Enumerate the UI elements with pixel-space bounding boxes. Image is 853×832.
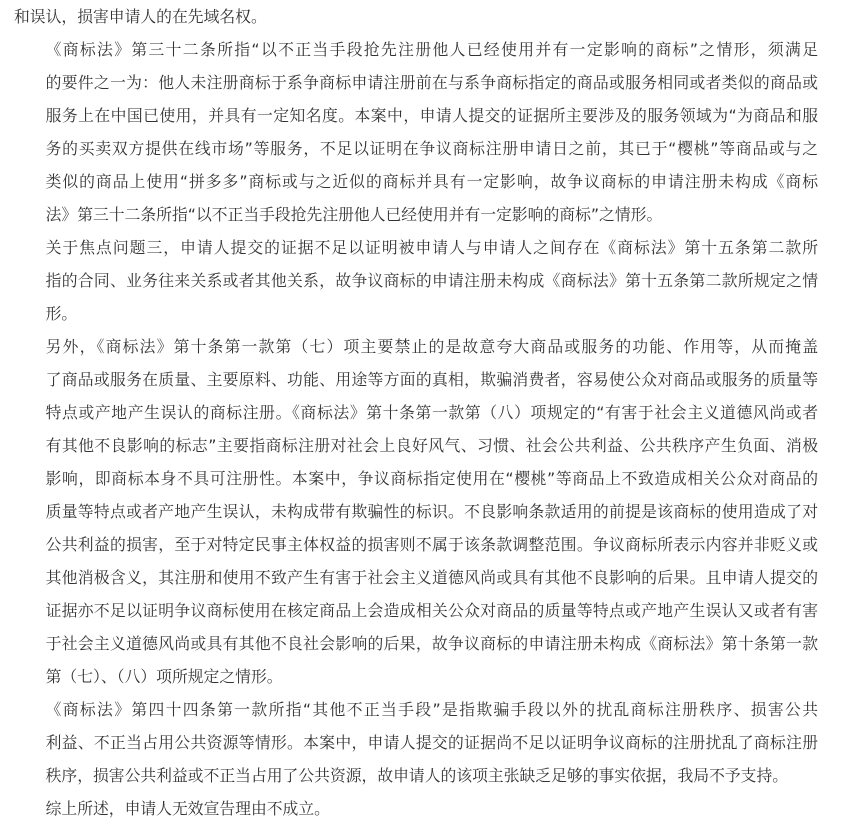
paragraph-line: 的要件之一为：他人未注册商标于系争商标申请注册前在与系争商标指定的商品或服务相同或者类似的商品或 (45, 73, 818, 92)
paragraph-line: 证据亦不足以证明争议商标使用在核定商品上会造成相关公众对商品的质量等特点或产地产生误认又或者有害 (45, 601, 818, 620)
paragraph (14, 792, 818, 825)
paragraph-line: 质量等特点或者产地产生误认，未构成带有欺骗性的标识。不良影响条款适用的前提是该商标的使用造成了对 (45, 502, 818, 521)
paragraph-line: 和误认，损害申请人的在先域名权。 (14, 7, 267, 26)
paragraph-line: 特点或产地产生误认的商标注册。《商标法》第十条第一款第（八）项规定的“有害于社会主义道德风尚或者 (45, 403, 818, 422)
paragraph-line: 务的买卖双方提供在线市场”等服务，不足以证明在争议商标注册申请日之前，其已于“樱桃”等商品或与之 (45, 139, 818, 158)
document-body (14, 0, 818, 825)
paragraph (14, 0, 818, 33)
paragraph-line: 于社会主义道德风尚或具有其他不良社会影响的后果，故争议商标的申请注册未构成《商标法》第十条第一款 (45, 634, 818, 653)
paragraph-line: 第（七）、（八）项所规定之情形。 (45, 667, 283, 686)
paragraph-line: 另外，《商标法》第十条第一款第（七）项主要禁止的是故意夸大商品或服务的功能、作用等，从而掩盖 (45, 337, 818, 356)
paragraph-line: 利益、不正当占用公共资源等情形。本案中，申请人提交的证据尚不足以证明争议商标的注册扰乱了商标注册 (45, 733, 818, 752)
paragraph-line: 法》第三十二条所指“以不正当手段抢先注册他人已经使用并有一定影响的商标”之情形。 (45, 205, 663, 224)
paragraph-line: 类似的商品上使用“拼多多”商标或与之近似的商标并具有一定影响，故争议商标的申请注册未构成《商标 (45, 172, 818, 191)
paragraph-line: 了商品或服务在质量、主要原料、功能、用途等方面的真相，欺骗消费者，容易使公众对商品或服务的质量等 (45, 370, 818, 389)
paragraph (14, 231, 818, 330)
paragraph-line: 服务上在中国已使用，并具有一定知名度。本案中，申请人提交的证据所主要涉及的服务领域为“为商品和服 (45, 106, 818, 125)
paragraph-line: 其他消极含义，其注册和使用不致产生有害于社会主义道德风尚或具有其他不良影响的后果。且申请人提交的 (45, 568, 818, 587)
paragraph-line: 秩序，损害公共利益或不正当占用了公共资源，故申请人的该项主张缺乏足够的事实依据，我局不予支持。 (45, 766, 789, 785)
paragraph-line: 有其他不良影响的标志”主要指商标注册对社会上良好风气、习惯、社会公共利益、公共秩序产生负面、消极 (45, 436, 818, 455)
paragraph-line: 公共利益的损害，至于对特定民事主体权益的损害则不属于该条款调整范围。争议商标所表示内容并非贬义或 (45, 535, 818, 554)
paragraph-line: 综上所述，申请人无效宣告理由不成立。 (45, 799, 330, 818)
paragraph-line: 指的合同、业务往来关系或者其他关系，故争议商标的申请注册未构成《商标法》第十五条第二款所规定之情 (45, 271, 818, 290)
paragraph-line: 关于焦点问题三，申请人提交的证据不足以证明被申请人与申请人之间存在《商标法》第十五条第二款所 (45, 238, 818, 257)
paragraph-line: 形。 (45, 304, 78, 323)
paragraph (14, 693, 818, 792)
paragraph (14, 33, 818, 231)
paragraph-line: 《商标法》第四十四条第一款所指“其他不正当手段”是指欺骗手段以外的扰乱商标注册秩序、损害公共 (45, 700, 818, 719)
paragraph-line: 《商标法》第三十二条所指“以不正当手段抢先注册他人已经使用并有一定影响的商标”之情形，须满足 (45, 40, 818, 59)
paragraph-line: 影响，即商标本身不具可注册性。本案中，争议商标指定使用在“樱桃”等商品上不致造成相关公众对商品的 (45, 469, 818, 488)
paragraph (14, 330, 818, 693)
